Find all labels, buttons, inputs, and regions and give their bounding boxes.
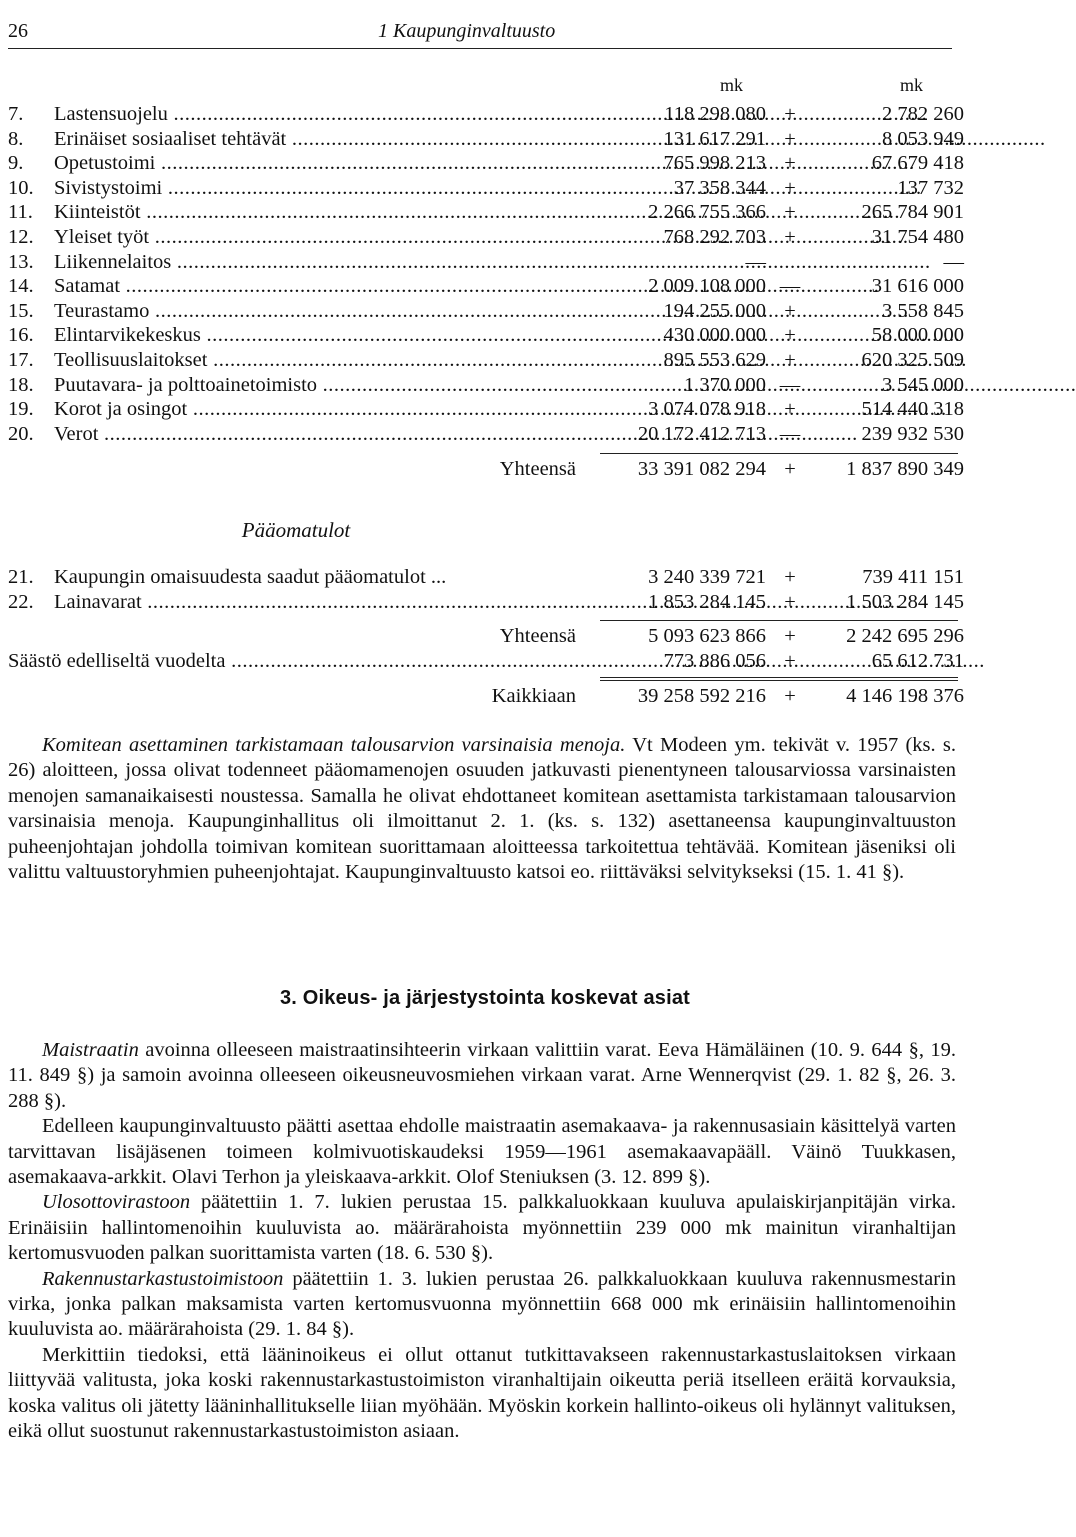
row-number: 14. xyxy=(8,275,34,298)
total-label: Yhteensä xyxy=(499,625,576,647)
unit-label-change: mk xyxy=(900,75,924,95)
row-change: 514 440 318 xyxy=(861,398,964,421)
grand-total-change: 4 146 198 376 xyxy=(846,685,964,707)
row-sign: — xyxy=(779,373,801,396)
unit-label-amount: mk xyxy=(720,75,744,95)
table-row xyxy=(8,590,964,615)
capital-income-heading-text: Pääomatulot xyxy=(241,518,351,542)
row-label: Kiinteistöt ..... xyxy=(54,200,592,225)
row-label: Erinäiset sosiaaliset tehtävät ..... xyxy=(54,127,592,152)
row-change: 265 784 901 xyxy=(861,201,964,224)
paragraph-lead: Maistraatin xyxy=(42,1039,139,1061)
row-amount: 20 172 412 713 xyxy=(637,422,766,445)
body-paragraph xyxy=(8,1114,956,1190)
row-label: Korot ja osingot ..... xyxy=(54,397,592,422)
table-row xyxy=(8,348,964,373)
row-label: Teurastamo ..... xyxy=(54,299,592,324)
table-row xyxy=(8,299,964,324)
running-section-title: 1 Kaupunginvaltuusto xyxy=(378,20,556,42)
table-row xyxy=(8,373,964,398)
row-change: 2 782 260 xyxy=(882,103,964,125)
row-sign: + xyxy=(784,566,796,588)
row-change: 31 616 000 xyxy=(871,275,964,298)
row-number: 9. xyxy=(8,152,24,175)
row-sign: + xyxy=(784,176,796,199)
grand-total-amount: 39 258 592 216 xyxy=(637,685,766,707)
committee-paragraph xyxy=(8,733,956,885)
row-label: Lainavarat ..... xyxy=(54,590,592,615)
row-label: Elintarvikekeskus ..... xyxy=(54,323,592,348)
committee-lead: Komitean asettaminen tarkistamaan talousarvion varsinaisia menoja. xyxy=(42,734,626,756)
row-number: 12. xyxy=(8,226,34,248)
savings-label: Säästö edelliseltä vuodelta ..... xyxy=(8,649,592,674)
total-change: 2 242 695 296 xyxy=(846,625,964,647)
total-sign: + xyxy=(784,625,796,647)
row-change: 137 732 xyxy=(897,176,964,199)
row-number: 7. xyxy=(8,103,24,125)
row-sign: — xyxy=(779,275,801,298)
table-rule xyxy=(600,453,958,454)
row-label: Teollisuuslaitokset ..... xyxy=(54,348,592,373)
row-amount: 131 617 291 xyxy=(663,127,766,150)
savings-row xyxy=(8,649,964,674)
row-sign: + xyxy=(784,152,796,175)
savings-change: 65 612 731 xyxy=(871,650,964,672)
row-change: 239 932 530 xyxy=(861,422,964,445)
table-row xyxy=(8,127,964,152)
table-row xyxy=(8,151,964,176)
row-sign: + xyxy=(784,590,796,613)
table-rule xyxy=(600,680,958,681)
body-paragraph xyxy=(8,1267,956,1343)
row-sign: + xyxy=(784,103,796,125)
table-row xyxy=(8,250,964,275)
row-change: — xyxy=(943,250,964,273)
row-amount: 3 240 339 721 xyxy=(648,566,766,588)
row-amount: 3 074 078 918 xyxy=(648,398,766,421)
table-row xyxy=(8,565,964,590)
body-paragraph xyxy=(8,1038,956,1114)
table-row xyxy=(8,323,964,348)
row-number: 15. xyxy=(8,299,34,322)
row-number: 16. xyxy=(8,324,34,347)
paragraph-lead: Rakennustarkastustoimistoon xyxy=(42,1267,284,1290)
paragraph-text: Merkittiin tiedoksi, että lääninoikeus ei ollut ottanut tutkittavakseen rakennustarkastuslaitoksen virkaan liittyvää valitusta, joka koski rakennustarkastustoimiston viranhaltijain oikeutta periä itselleen eräitä korvauksia, koska valitus oli jätetty lääninhallitukselle liian myöhään. Myöskin korkein hallinto-oikeus oli hylännyt valituksen, eikä ollut suostunut rakennustarkastustoimiston asiaan. xyxy=(8,1343,956,1443)
row-sign: + xyxy=(784,127,796,150)
table-rule xyxy=(600,677,958,678)
row-change: 739 411 151 xyxy=(862,566,964,588)
row-sign: + xyxy=(784,299,796,322)
table-row xyxy=(8,102,964,127)
row-change: 620 325 509 xyxy=(861,349,964,371)
row-amount: 765 998 213 xyxy=(663,152,766,175)
row-number: 22. xyxy=(8,590,34,613)
table-row xyxy=(8,274,964,299)
row-label: Sivistystoimi ..... xyxy=(54,176,592,201)
row-amount: 1 853 284 145 xyxy=(648,590,766,613)
row-amount: 895 553 629 xyxy=(663,349,766,371)
section-title-text: 3. Oikeus- ja järjestystointa koskevat asiat xyxy=(279,987,691,1009)
savings-amount: 773 886 056 xyxy=(663,650,766,672)
total-row-2 xyxy=(8,624,964,649)
row-number: 8. xyxy=(8,127,24,150)
row-label: Verot ..... xyxy=(54,422,592,447)
total-change: 1 837 890 349 xyxy=(846,458,964,480)
total-amount: 5 093 623 866 xyxy=(648,625,766,647)
total-sign: + xyxy=(784,458,796,480)
row-sign: + xyxy=(784,226,796,248)
row-label: Lastensuojelu ..... xyxy=(54,102,592,127)
grand-total-label: Kaikkiaan xyxy=(491,685,576,707)
total-row-1 xyxy=(8,457,964,482)
row-amount: 430 000 000 xyxy=(663,324,766,347)
page-header xyxy=(8,18,952,49)
row-number: 13. xyxy=(8,250,34,273)
row-change: 8 053 949 xyxy=(882,127,964,150)
row-amount: 37 358 344 xyxy=(673,176,766,199)
committee-text: Vt Modeen ym. tekivät v. 1957 (ks. s. 26) aloitteen, jossa olivat todenneet pääomamenojen osuuden jatkuvasti pienentyneen talousarviossa varsinaisten menojen samanaikaisesti noustessa. Samalla he olivat ehdottaneet komitean asettamista tarkistamaan talousarvion varsinaisia menoja. Kaupunginhallitus oli ilmoittanut 2. 1. (ks. s. 132) asettaneensa kaupunginvaltuuston puheenjohtajan johdolla toimivan komitean suorittamaan aloitteessa tarkoitettua tehtävää. Komitean jäseniksi oli valittu valtuustoryhmien puheenjohtajat. Kaupunginvaltuusto katsoi eo. riittäväksi selvitykseksi (15. 1. 41 §). xyxy=(8,734,956,884)
row-number: 20. xyxy=(8,422,34,445)
row-sign: + xyxy=(784,349,796,371)
row-number: 17. xyxy=(8,349,34,371)
page-number: 26 xyxy=(8,20,28,42)
row-amount: 768 292 703 xyxy=(663,226,766,248)
row-number: 21. xyxy=(8,566,34,588)
grand-total-row xyxy=(8,684,964,709)
row-amount: 194 255 000 xyxy=(663,299,766,322)
table-rule xyxy=(600,620,958,621)
row-sign: — xyxy=(779,422,801,445)
row-number: 11. xyxy=(8,201,33,224)
row-label: Kaupungin omaisuudesta saadut pääomatulot ... xyxy=(54,566,447,588)
grand-total-sign: + xyxy=(784,685,796,707)
row-change: 58 000 000 xyxy=(871,324,964,347)
row-amount: 2 266 755 366 xyxy=(648,201,766,224)
row-sign: + xyxy=(784,201,796,224)
table-row xyxy=(8,225,964,250)
total-amount: 33 391 082 294 xyxy=(637,458,766,480)
body-paragraphs xyxy=(8,1038,956,1445)
row-amount: 118 298 080 xyxy=(664,103,766,125)
section-title xyxy=(0,987,960,1010)
row-label: Satamat ..... xyxy=(54,274,592,299)
row-change: 3 545 000 xyxy=(882,373,964,396)
body-paragraph xyxy=(8,1343,956,1445)
total-label: Yhteensä xyxy=(499,458,576,480)
row-amount: — xyxy=(745,250,766,273)
savings-sign: + xyxy=(784,650,796,672)
capital-income-heading xyxy=(0,518,960,543)
row-sign: + xyxy=(784,398,796,421)
table-row xyxy=(8,397,964,422)
row-change: 67 679 418 xyxy=(871,152,964,175)
row-label: Opetustoimi ..... xyxy=(54,151,592,176)
row-number: 19. xyxy=(8,398,34,421)
table-row xyxy=(8,176,964,201)
row-amount: 1 370 000 xyxy=(684,373,766,396)
body-paragraph xyxy=(8,1190,956,1266)
row-number: 10. xyxy=(8,176,34,199)
table-row xyxy=(8,200,964,225)
paragraph-lead: Ulosottovirastoon xyxy=(42,1191,191,1214)
row-change: 3 558 845 xyxy=(882,299,964,322)
paragraph-text: päätettiin 1. 7. lukien perustaa 15. palkkaluokkaan kuuluva apulaiskirjanpitäjän virka. Erinäisiin hallintomenoihin kuuluvista ao. määrärahoista myönnettiin 239 000 mk mainitun viranhaltijan kertomusvuoden palkan suorittamista varten (18. 6. 530 §). xyxy=(8,1191,956,1265)
paragraph-text: avoinna olleeseen maistraatinsihteerin virkaan valittiin varat. Eeva Hämäläinen (10. 9. 644 §, 19. 11. 849 §) ja samoin avoinna olleeseen oikeusneuvosmiehen virkaan varat. Arne Wennerqvist (29. 1. 82 §, 26. 3. 288 §). xyxy=(8,1039,956,1112)
row-change: 31 754 480 xyxy=(871,226,964,248)
row-sign: + xyxy=(784,324,796,347)
row-label: Liikennelaitos ..... xyxy=(54,250,592,275)
row-label: Yleiset työt ..... xyxy=(54,225,592,250)
row-number: 18. xyxy=(8,373,34,396)
row-label: Puutavara- ja polttoainetoimisto ..... xyxy=(54,373,592,398)
row-amount: 2 009 108 000 xyxy=(648,275,766,298)
paragraph-text: päätettiin 1. 3. lukien perustaa 26. palkkaluokkaan kuuluva rakennusmestarin virka, jonka palkan maksamista varten kertomusvuonna myönnettiin 668 000 mk erinäisiin hallintomenoihin kuuluvista ao. määrärahoista (29. 1. 84 §). xyxy=(8,1267,956,1341)
paragraph-text: Edelleen kaupunginvaltuusto päätti asettaa ehdolle maistraatin asemakaava- ja rakennusasiain käsittelyä varten tarvittavan lisäjäsenen toimeen kolmivuotiskaudeksi 1959—1961 asemakaavapääll. Väinö Tuukkasen, asemakaava-arkkit. Olavi Terhon ja yleiskaava-arkkit. Olof Steniuksen (3. 12. 899 §). xyxy=(8,1115,956,1189)
row-change: 1 503 284 145 xyxy=(846,590,964,613)
table-row xyxy=(8,422,964,447)
